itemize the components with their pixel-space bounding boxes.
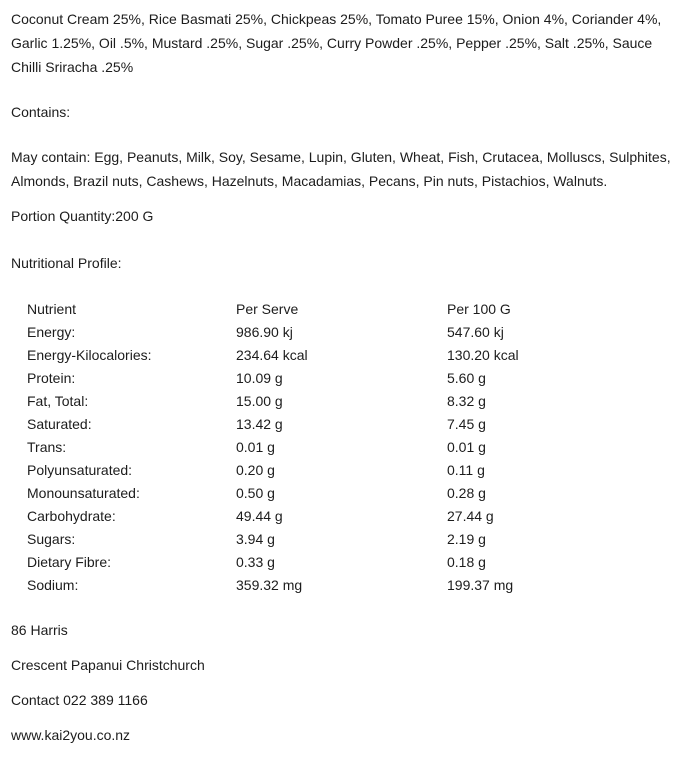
table-cell: 0.20 g bbox=[236, 462, 275, 478]
table-cell: 0.50 g bbox=[236, 485, 275, 501]
table-row bbox=[27, 551, 660, 574]
table-cell: 49.44 g bbox=[236, 508, 283, 524]
table-cell: 13.42 g bbox=[236, 416, 283, 432]
contains-label: Contains: bbox=[11, 104, 71, 120]
column-header-per-100g: Per 100 G bbox=[447, 301, 511, 317]
table-cell: 0.01 g bbox=[447, 439, 486, 455]
table-cell: 547.60 kj bbox=[447, 324, 504, 340]
table-row bbox=[27, 528, 660, 551]
table-row bbox=[27, 574, 660, 597]
table-row bbox=[27, 482, 660, 505]
table-cell: 0.28 g bbox=[447, 485, 486, 501]
address-line-2: Crescent Papanui Christchurch bbox=[11, 657, 205, 673]
table-cell: 199.37 mg bbox=[447, 577, 514, 593]
portion-quantity-text: Portion Quantity:200 G bbox=[11, 208, 154, 224]
ingredients-text: Coconut Cream 25%, Rice Basmati 25%, Chickpeas 25%, Tomato Puree 15%, Onion 4%, Coriander 4%, Garlic 1.25%, Oil .5%, Mustard .25%, Sugar .25%, Curry Powder .25%, Pepper .25%, Salt .25%, Sauce Chilli Sriracha .25% bbox=[11, 11, 662, 75]
table-cell: Monounsaturated: bbox=[27, 485, 140, 501]
table-row bbox=[27, 344, 660, 367]
table-cell: 27.44 g bbox=[447, 508, 494, 524]
table-row bbox=[27, 390, 660, 413]
table-cell: 10.09 g bbox=[236, 370, 283, 386]
nutritional-profile-label: Nutritional Profile: bbox=[11, 255, 122, 271]
table-cell: 5.60 g bbox=[447, 370, 486, 386]
nutrition-table-body bbox=[27, 321, 660, 597]
table-cell: 3.94 g bbox=[236, 531, 275, 547]
table-cell: Saturated: bbox=[27, 416, 92, 432]
table-cell: 0.11 g bbox=[447, 462, 485, 478]
nutrition-table bbox=[27, 298, 660, 597]
table-cell: 2.19 g bbox=[447, 531, 486, 547]
address-line-1: 86 Harris bbox=[11, 622, 68, 638]
table-cell: Carbohydrate: bbox=[27, 508, 116, 524]
contact-phone-text: Contact 022 389 1166 bbox=[11, 692, 148, 708]
column-header-nutrient: Nutrient bbox=[27, 301, 77, 317]
table-cell: 0.01 g bbox=[236, 439, 275, 455]
table-cell: Fat, Total: bbox=[27, 393, 89, 409]
table-cell: 986.90 kj bbox=[236, 324, 293, 340]
table-row bbox=[27, 367, 660, 390]
table-cell: 7.45 g bbox=[447, 416, 486, 432]
table-row bbox=[27, 459, 660, 482]
table-cell: Sugars: bbox=[27, 531, 76, 547]
table-cell: Dietary Fibre: bbox=[27, 554, 112, 570]
table-cell: 0.18 g bbox=[447, 554, 486, 570]
table-cell: 234.64 kcal bbox=[236, 347, 308, 363]
table-row bbox=[27, 505, 660, 528]
table-row bbox=[27, 413, 660, 436]
table-cell: Trans: bbox=[27, 439, 67, 455]
table-cell: 15.00 g bbox=[236, 393, 283, 409]
nutrition-table-header-row bbox=[27, 298, 660, 321]
column-header-per-serve: Per Serve bbox=[236, 301, 299, 317]
table-cell: Sodium: bbox=[27, 577, 79, 593]
table-row bbox=[27, 436, 660, 459]
table-cell: 130.20 kcal bbox=[447, 347, 519, 363]
may-contain-text: May contain: Egg, Peanuts, Milk, Soy, Sesame, Lupin, Gluten, Wheat, Fish, Crutacea, Molluscs, Sulphites, Almonds, Brazil nuts, Cashews, Hazelnuts, Macadamias, Pecans, Pin nuts, Pistachios, Walnuts. bbox=[11, 149, 671, 189]
table-row bbox=[27, 321, 660, 344]
table-cell: Energy-Kilocalories: bbox=[27, 347, 152, 363]
website-url-text: www.kai2you.co.nz bbox=[11, 727, 131, 743]
table-cell: 8.32 g bbox=[447, 393, 486, 409]
table-cell: Energy: bbox=[27, 324, 76, 340]
table-cell: Polyunsaturated: bbox=[27, 462, 133, 478]
table-cell: Protein: bbox=[27, 370, 76, 386]
table-cell: 359.32 mg bbox=[236, 577, 303, 593]
table-cell: 0.33 g bbox=[236, 554, 275, 570]
